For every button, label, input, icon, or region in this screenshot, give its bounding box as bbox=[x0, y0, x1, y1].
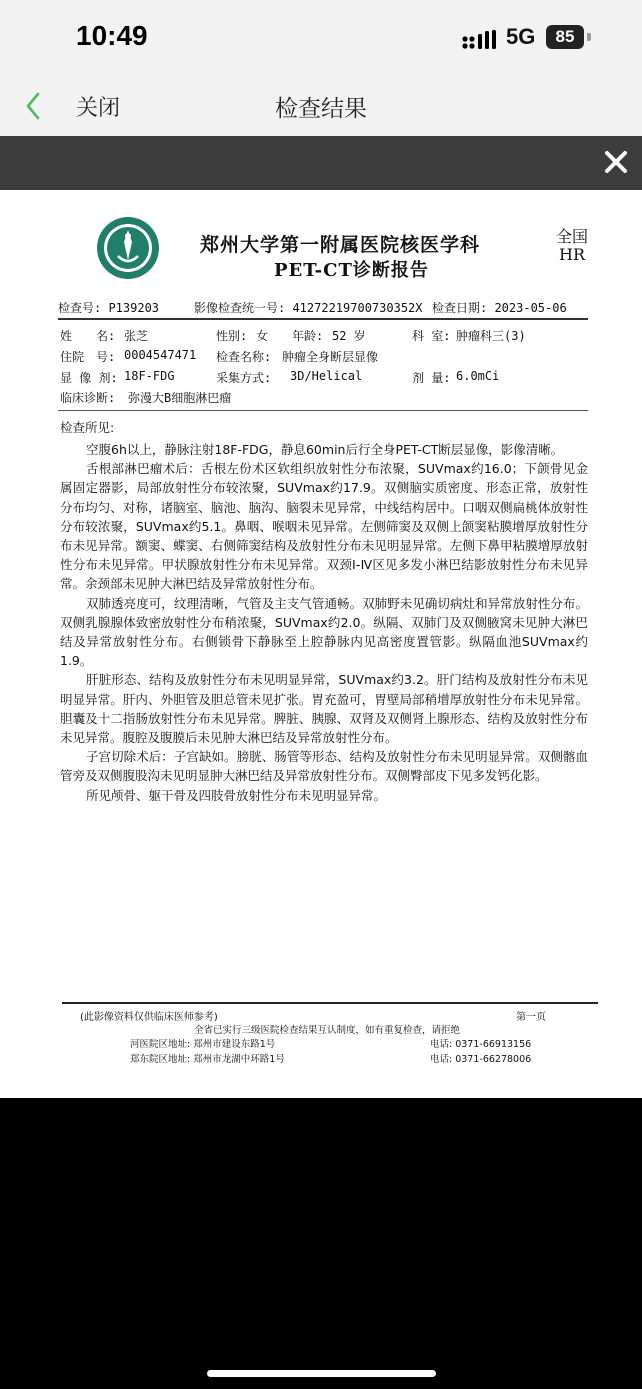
zhengdong-campus-address: 郑东院区地址: 郑州市龙湖中环路1号 bbox=[130, 1054, 285, 1065]
region-line-1: 全国 bbox=[556, 227, 589, 246]
region-line-2: HR bbox=[559, 245, 585, 264]
zhengdong-campus-phone: 电话: 0371-66278006 bbox=[430, 1054, 532, 1065]
method-label: 采集方式: bbox=[216, 371, 272, 385]
acquisition-method: 3D/Helical bbox=[290, 369, 363, 383]
findings-paragraph: 所见颅骨、躯干骨及四肢骨放射性分布未见明显异常。 bbox=[86, 787, 387, 803]
close-icon[interactable] bbox=[602, 148, 630, 176]
age-label: 年龄: bbox=[292, 329, 324, 343]
network-type: 5G bbox=[506, 24, 536, 49]
clinical-diagnosis: 弥漫大B细胞淋巴瘤 bbox=[128, 391, 232, 405]
patient-sex: 女 bbox=[256, 329, 269, 343]
footer-note: (此影像资料仅供临床医师参考) bbox=[80, 1012, 218, 1023]
dose-label: 剂 量: bbox=[412, 371, 451, 385]
findings-paragraph: 空腹6h以上，静脉注射18F-FDG，静息60min后行全身PET-CT断层显像，影像清晰。 bbox=[86, 442, 564, 457]
status-time: 10:49 bbox=[76, 20, 148, 51]
home-indicator[interactable] bbox=[207, 1370, 436, 1377]
patient-age: 52 岁 bbox=[332, 329, 366, 343]
hospital-name: 郑州大学第一附属医院核医学科 bbox=[200, 234, 481, 256]
findings-paragraph: 舌根部淋巴瘤术后：舌根左份术区软组织放射性分布浓聚，SUVmax约16.0；下颌骨见金属固定器影，局部放射性分布较浓聚，SUVmax约17.9。双侧脑实质密度、形态正常，放射性分布均匀、对称，诸脑室、脑池、脑沟、脑裂未见异常，中线结构居中。口咽双侧扁桃体放射性分布较浓聚，SUVmax约5.1。鼻咽、喉咽未见异常。左侧筛窦及双侧上颌窦粘膜增厚放射性分布未见异常。额窦、蝶窦、右侧筛窦结构及放射性分布未见明显异常。左侧下鼻甲粘膜增厚放射性分布未见异常。甲状腺放射性分布未见异常。双颈Ⅰ-Ⅳ区见多发小淋巴结影放射性分布未见异常。余颈部未见肿大淋巴结及异常放射性分布。 bbox=[60, 461, 588, 592]
imaging-agent: 18F-FDG bbox=[124, 369, 175, 383]
report-title: PET-CT诊断报告 bbox=[274, 260, 429, 281]
page-number: 第一页 bbox=[516, 1012, 546, 1023]
admission-label: 住院 号: bbox=[60, 350, 116, 364]
patient-dept: 肿瘤科三(3) bbox=[456, 329, 526, 343]
viewer-background bbox=[0, 1098, 642, 1389]
findings-paragraph: 双肺透亮度可，纹理清晰，气管及主支气管通畅。双肺野未见确切病灶和异常放射性分布。双侧乳腺腺体致密放射性分布稍浓聚，SUVmax约2.0。纵隔、双肺门及双侧腋窝未见肿大淋巴结及异常放射性分布。右侧锁骨下静脉至上腔静脉内见高密度置管影。纵隔血池SUVmax约1.9。 bbox=[60, 595, 588, 669]
hospital-logo-icon bbox=[96, 216, 160, 280]
imaging-id: 影像检查统一号: 41272219700730352X bbox=[194, 301, 423, 315]
diagnosis-label: 临床诊断: bbox=[60, 391, 116, 405]
findings-title: 检查所见: bbox=[60, 420, 115, 435]
mutual-recognition-note: 全省已实行三级医院检查结果互认制度，如有重复检查，请拒绝 bbox=[194, 1025, 461, 1036]
findings-paragraph: 肝脏形态、结构及放射性分布未见明显异常，SUVmax约3.2。肝门结构及放射性分布未见明显异常。肝内、外胆管及胆总管未见扩张。胃充盈可，胃壁局部稍增厚放射性分布未见异常。胆囊及十二指肠放射性分布未见异常。脾脏、胰腺、双肾及双侧肾上腺形态、结构及放射性分布未见异常。腹腔及腹膜后未见肿大淋巴结及异常放射性分布。 bbox=[60, 672, 588, 746]
page-title: 检查结果 bbox=[275, 96, 367, 122]
exam-number: 检查号: P139203 bbox=[58, 301, 160, 315]
patient-name: 张芝 bbox=[124, 329, 149, 343]
findings-text bbox=[60, 440, 588, 805]
report-document[interactable] bbox=[0, 190, 642, 1098]
henan-campus-phone: 电话: 0371-66913156 bbox=[430, 1039, 532, 1050]
findings-paragraph: 子宫切除术后：子宫缺如。膀胱、肠管等形态、结构及放射性分布未见明显异常。双侧髂血管旁及双侧腹股沟未见明显肿大淋巴结及异常放射性分布。双侧臀部皮下见多发钙化影。 bbox=[60, 749, 588, 784]
viewer-toolbar bbox=[0, 136, 642, 190]
close-button[interactable]: 关闭 bbox=[76, 96, 121, 121]
battery-icon: 85 bbox=[546, 25, 584, 49]
name-label: 姓 名: bbox=[60, 329, 116, 343]
sex-label: 性别: bbox=[216, 329, 248, 343]
header-divider bbox=[58, 318, 588, 320]
dept-label: 科 室: bbox=[412, 329, 451, 343]
status-bar bbox=[0, 0, 642, 78]
exam-name: 肿瘤全身断层显像 bbox=[282, 350, 379, 364]
admission-number: 0004547471 bbox=[124, 348, 197, 362]
region-mark bbox=[556, 228, 588, 264]
henan-campus-address: 河医院区地址: 郑州市建设东路1号 bbox=[130, 1039, 276, 1050]
battery-tip bbox=[587, 33, 591, 41]
signal-icon bbox=[462, 30, 496, 50]
footer-divider bbox=[62, 1002, 598, 1004]
nav-bar bbox=[0, 78, 642, 136]
patient-divider bbox=[58, 410, 588, 411]
agent-label: 显 像 剂: bbox=[60, 371, 118, 385]
exam-name-label: 检查名称: bbox=[216, 350, 272, 364]
exam-date: 检查日期: 2023-05-06 bbox=[432, 301, 567, 315]
dose-value: 6.0mCi bbox=[456, 369, 500, 383]
